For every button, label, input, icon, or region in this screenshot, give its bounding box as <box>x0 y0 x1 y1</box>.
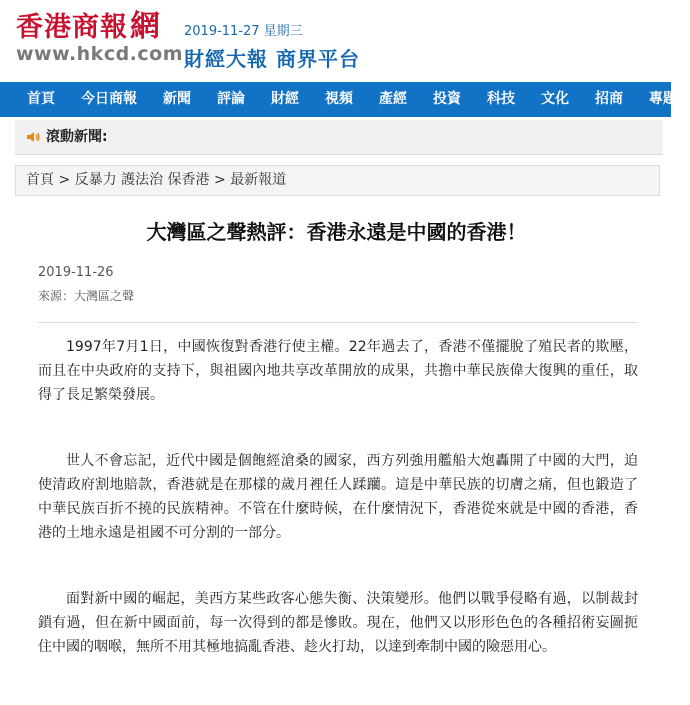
nav-item-news[interactable]: 新聞 <box>163 91 191 107</box>
nav-item-video[interactable]: 視頻 <box>325 91 353 107</box>
nav-item-business[interactable]: 招商 <box>595 91 623 107</box>
nav-item-opinion[interactable]: 評論 <box>217 91 245 107</box>
article-paragraph: 1997年7月1日，中國恢復對香港行使主權。22年過去了，香港不僅擺脫了殖民者的欺壓，而且在中央政府的支持下，與祖國內地共享改革開放的成果，共擔中華民族偉大復興的重任，取得了長足繁榮發展。 <box>38 339 638 403</box>
article-title: 大灣區之聲熱評：香港永遠是中國的香港！ <box>146 220 527 244</box>
nav-item-investment[interactable]: 投資 <box>433 91 461 107</box>
nav-item-industry[interactable]: 產經 <box>379 91 407 107</box>
breadcrumb <box>15 165 660 196</box>
site-logo[interactable] <box>16 10 183 65</box>
breadcrumb-separator: > <box>209 172 231 188</box>
header-slogan: 財經大報 商界平台 <box>184 47 360 71</box>
article-body <box>38 335 638 701</box>
breadcrumb-section[interactable]: 反暴力 護法治 保香港 <box>74 172 210 188</box>
article-source: 來源：大灣區之聲 <box>38 289 135 303</box>
header-date: 2019-11-27 星期三 <box>184 24 303 39</box>
breadcrumb-current[interactable]: 最新報道 <box>230 172 287 188</box>
breadcrumb-home[interactable]: 首頁 <box>26 172 54 188</box>
article-paragraph: 面對新中國的崛起，美西方某些政客心態失衡、決策變形。他們以戰爭侵略有過，以制裁封鎖有過，但在新中國面前，每一次得到的都是慘敗。現在，他們又以形形色色的各種招術妄圖扼住中國的咽喉，無所不用其極地搞亂香港、趁火打劫，以達到牽制中國的險惡用心。 <box>38 591 638 655</box>
nav-item-culture[interactable]: 文化 <box>541 91 569 107</box>
main-nav <box>0 82 677 117</box>
nav-item-special[interactable]: 專題 <box>649 91 677 107</box>
site-header <box>0 0 671 82</box>
nav-item-tech[interactable]: 科技 <box>487 91 515 107</box>
divider <box>38 322 638 323</box>
speaker-icon <box>25 129 41 145</box>
article-paragraph: 世人不會忘記，近代中國是個飽經滄桑的國家，西方列強用艦船大炮轟開了中國的大門，迫使清政府割地賠款，香港就是在那樣的歲月裡任人蹂躪。這是中華民族的切膚之痛，但也鍛造了中華民族百折不撓的民族精神。不管在什麼時候，在什麼情況下，香港從來就是中國的香港，香港的土地永遠是祖國不可分割的一部分。 <box>38 453 638 541</box>
logo-url: www.hkcd.com <box>16 43 184 65</box>
breadcrumb-separator: > <box>54 172 75 188</box>
nav-item-today[interactable]: 今日商報 <box>81 91 137 107</box>
article-date: 2019-11-26 <box>38 265 114 280</box>
logo-suffix: 網 <box>130 9 161 44</box>
ticker-label: 滾動新聞: <box>46 129 108 145</box>
nav-item-finance[interactable]: 財經 <box>271 91 299 107</box>
nav-item-home[interactable]: 首頁 <box>27 91 55 107</box>
logo-text: 香港商報 <box>16 12 128 43</box>
news-ticker <box>15 120 663 155</box>
